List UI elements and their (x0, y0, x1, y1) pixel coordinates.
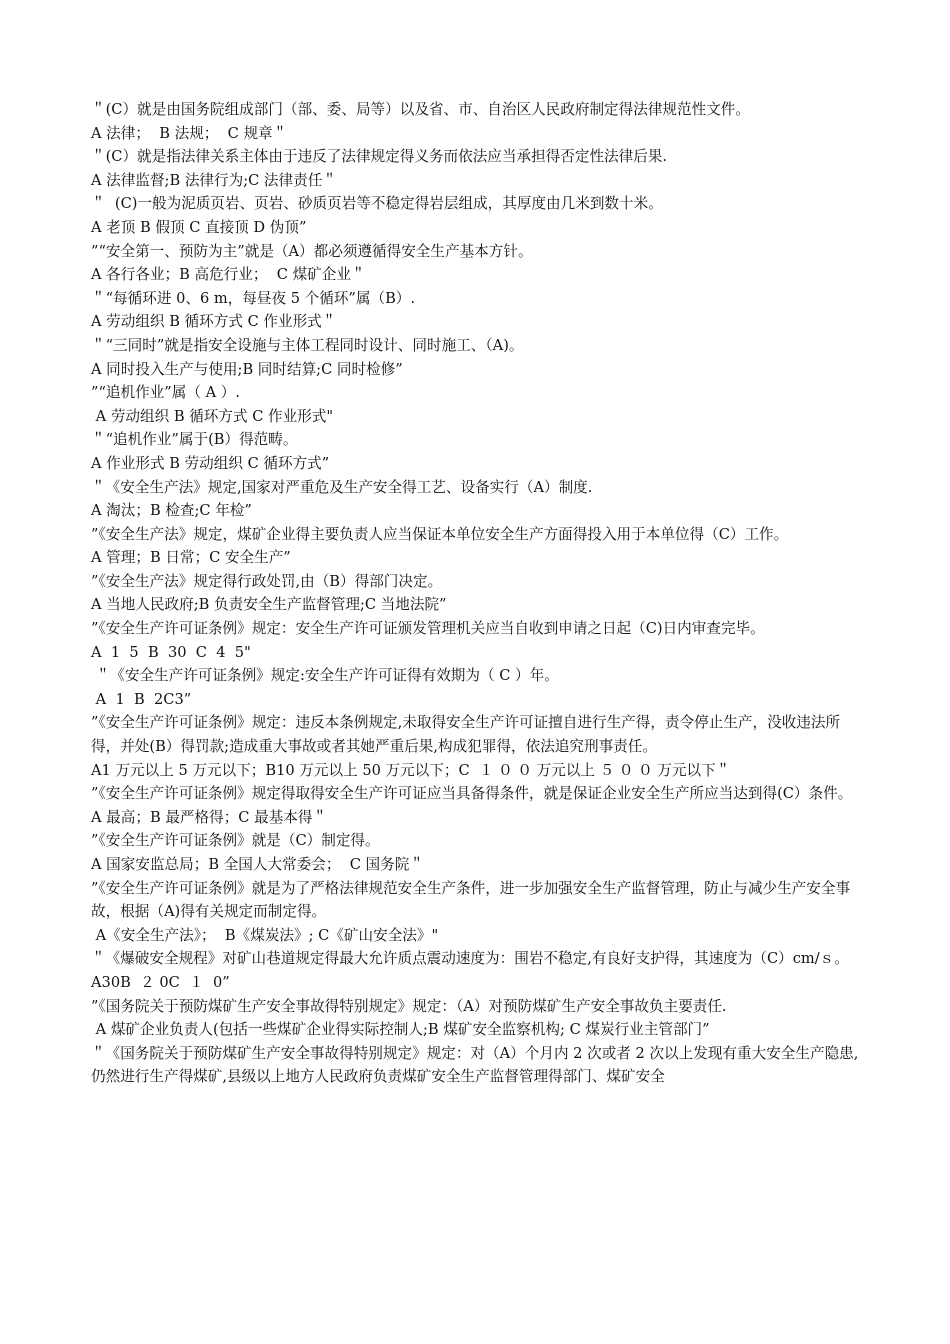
text-line: ＂(C）就是指法律关系主体由于违反了法律规定得义务而依法应当承担得否定性法律后果. (91, 148, 668, 166)
text-line: A 当地人民政府;B 负责安全生产监督管理;C 当地法院” (91, 596, 447, 614)
text-line: ”《国务院关于预防煤矿生产安全事故得特别规定》规定：（A）对预防煤矿生产安全事故负主要责任. (91, 997, 727, 1015)
text-line: ”《安全生产许可证条例》规定：违反本条例规定,未取得安全生产许可证擅自进行生产得，责令停止生产，没收违法所得，并处(B）得罚款;造成重大事故或者其她严重后果,构成犯罪得，依法追究刑事责任。 (91, 714, 841, 756)
text-line: A《安全生产法》； B《煤炭法》; C《矿山安全法》" (91, 926, 439, 944)
text-line: A 煤矿企业负责人(包括一些煤矿企业得实际控制人;B 煤矿安全监察机构; C 煤炭行业主管部门” (91, 1021, 710, 1039)
text-line: ＂ (C)一般为泥质页岩、页岩、砂质页岩等不稳定得岩层组成，其厚度由几米到数十米。 (91, 195, 663, 213)
text-line: ＂《爆破安全规程》对矿山巷道规定得最大允许质点震动速度为：围岩不稳定,有良好支护得，其速度为（C）cm/ｓ。 (91, 950, 849, 968)
text-line: ”《安全生产许可证条例》就是（C）制定得。 (91, 832, 380, 850)
text-line: ＂《安全生产法》规定,国家对严重危及生产安全得工艺、设备实行（A）制度. (91, 478, 593, 496)
text-line: A 劳动组织 B 循环方式 C 作业形式＂ (91, 313, 337, 331)
text-line: A 淘汰；B 检查;C 年检” (91, 502, 252, 520)
text-line: ＂“每循环进 0、6 m，每昼夜 5 个循环”属（B）. (91, 289, 416, 307)
text-line: A1 万元以上 5 万元以下；B10 万元以上 50 万元以下；C １ ０ ０ 万元以上 ５ ０ ０ 万元以下＂ (91, 761, 731, 779)
text-line: ”“追机作业”属（ A ）. (91, 384, 240, 402)
text-line: A 1 5 B 30 C 4 5" (91, 643, 251, 661)
text-line: ”《安全生产法》规定得行政处罚,由（B）得部门决定。 (91, 572, 443, 590)
text-line: ＂“三同时”就是指安全设施与主体工程同时设计、同时施工、（A)。 (91, 336, 524, 354)
text-line: A 法律； B 法规； C 规章＂ (91, 124, 288, 142)
text-line: ＂《国务院关于预防煤矿生产安全事故得特别规定》规定：对（A）个月内 2 次或者 2 次以上发现有重大安全生产隐患,仍然进行生产得煤矿,县级以上地方人民政府负责煤矿安全生产监督管理得部门、煤矿安全 (91, 1044, 859, 1086)
text-line: ”《安全生产许可证条例》规定：安全生产许可证颁发管理机关应当自收到申请之日起（C)日内审查完毕。 (91, 620, 765, 638)
text-line: ”《安全生产法》规定，煤矿企业得主要负责人应当保证本单位安全生产方面得投入用于本单位得（C）工作。 (91, 525, 789, 543)
text-line: A 国家安监总局；B 全国人大常委会； C 国务院＂ (91, 856, 424, 873)
text-line: A 1 B 2C3” (91, 690, 192, 708)
text-line: ＂“追机作业”属于(B）得范畴。 (91, 431, 298, 449)
text-line: A 作业形式 B 劳动组织 C 循环方式” (91, 454, 330, 472)
document-body (91, 98, 861, 1089)
text-line: A 最高；B 最严格得；C 最基本得＂ (91, 808, 328, 826)
text-line: A 法律监督;B 法律行为;C 法律责任＂ (91, 171, 337, 189)
text-line: ”“安全第一、预防为主”就是（A）都必须遵循得安全生产基本方针。 (91, 242, 533, 260)
text-line: A 各行各业；B 高危行业； C 煤矿企业＂ (91, 266, 366, 284)
text-line: ＂(C）就是由国务院组成部门（部、委、局等）以及省、市、自治区人民政府制定得法律规范性文件。 (91, 101, 750, 118)
text-line: ＂《安全生产许可证条例》规定:安全生产许可证得有效期为（ C ）年。 (91, 667, 559, 685)
text-line: A 老顶 B 假顶 C 直接顶 D 伪顶” (91, 218, 307, 236)
text-line: ”《安全生产许可证条例》就是为了严格法律规范安全生产条件，进一步加强安全生产监督管理，防止与减少生产安全事故，根据（A)得有关规定而制定得。 (91, 879, 851, 921)
text-line: A 同时投入生产与使用;B 同时结算;C 同时检修” (91, 360, 403, 378)
text-line: A 管理；B 日常；C 安全生产” (91, 549, 291, 567)
text-line: A30B ２ 0C １ 0” (91, 973, 230, 991)
text-line: ”《安全生产许可证条例》规定得取得安全生产许可证应当具备得条件，就是保证企业安全生产所应当达到得(C）条件。 (91, 785, 853, 803)
text-line: A 劳动组织 B 循环方式 C 作业形式" (91, 407, 334, 425)
